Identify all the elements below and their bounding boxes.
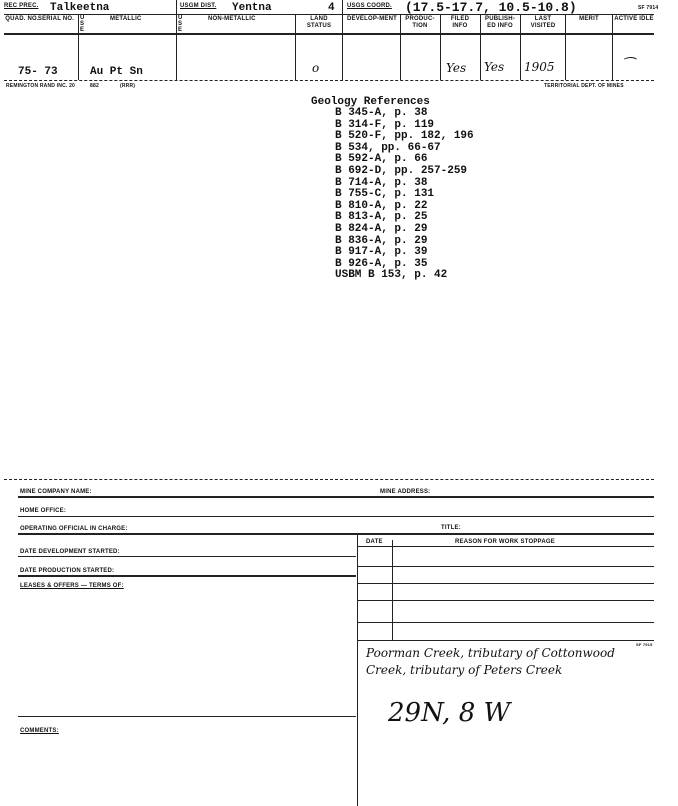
col-land-status: LAND STATUS	[306, 16, 332, 29]
printer-code-1: 882	[90, 83, 99, 89]
rec-prec-label: REC PREC.	[4, 3, 39, 9]
list-item: B 314-F, p. 119	[335, 118, 435, 131]
list-item: B 534, pp. 66-67	[335, 141, 441, 154]
comments-top-rule	[18, 716, 356, 717]
mine-address-label: MINE ADDRESS:	[380, 489, 431, 495]
reason-column-header: REASON FOR WORK STOPPAGE	[455, 539, 555, 545]
col-use-nonmetallic: U S E	[178, 15, 183, 33]
col-divider	[440, 14, 441, 80]
cell-quad-serial: 75- 73	[18, 66, 58, 78]
col-divider	[565, 14, 566, 80]
stoppage-row-rule	[358, 600, 654, 601]
form-number-bottom: SF 7915	[636, 642, 653, 647]
operating-official-rule	[18, 533, 654, 535]
stoppage-row-rule	[358, 566, 654, 567]
col-metallic: METALLIC	[110, 16, 142, 22]
usgm-dist-number: 4	[328, 2, 335, 14]
handwritten-location: 29N, 8 W	[388, 698, 511, 728]
list-item: B 917-A, p. 39	[335, 246, 428, 259]
date-column-header: DATE	[366, 539, 383, 545]
list-item: B 824-A, p. 29	[335, 222, 428, 235]
usgs-coord-label: USGS COORD.	[347, 3, 392, 9]
list-item: B 836-A, p. 29	[335, 234, 428, 247]
col-filed-info: FILED INFO	[450, 16, 470, 29]
row-rule	[4, 80, 654, 81]
usgs-coord-value: (17.5-17.7, 10.5-10.8)	[405, 0, 577, 15]
list-item: B 813-A, p. 25	[335, 211, 428, 224]
stoppage-row-rule	[358, 640, 654, 641]
cell-last-visited: 1905	[524, 60, 555, 74]
date-development-label: DATE DEVELOPMENT STARTED:	[20, 549, 120, 555]
stoppage-header-rule	[358, 546, 654, 547]
col-divider	[295, 14, 296, 80]
col-last-visited: LAST VISITED	[530, 16, 556, 29]
territorial-dept: TERRITORIAL DEPT. OF MINES	[544, 83, 624, 89]
list-item: B 692-D, pp. 257-259	[335, 164, 468, 177]
form-number-top: SF 7914	[638, 5, 659, 11]
mine-company-rule	[18, 496, 654, 498]
list-item: B 926-A, p. 35	[335, 257, 428, 270]
col-serial-no: SERIAL NO.	[37, 16, 75, 22]
col-development: DEVELOP-MENT	[346, 16, 398, 22]
col-merit: MERIT	[579, 16, 599, 22]
date-development-rule	[18, 556, 356, 557]
col-divider	[342, 0, 343, 80]
col-divider	[520, 14, 521, 80]
cell-metallic: Au Pt Sn	[90, 66, 143, 78]
mine-company-name-label: MINE COMPANY NAME:	[20, 489, 92, 495]
stoppage-left-border	[357, 533, 358, 806]
list-item: B 592-A, p. 66	[335, 153, 428, 166]
list-item: USBM B 153, p. 42	[335, 269, 448, 282]
col-divider	[176, 0, 177, 80]
list-item: B 520-F, pp. 182, 196	[335, 130, 474, 143]
col-divider	[480, 14, 481, 80]
col-published-info: PUBLISH-ED INFO	[485, 16, 515, 29]
col-quad-no: QUAD. NO.	[5, 16, 39, 22]
comments-label: COMMENTS:	[20, 728, 59, 734]
handwritten-note-line2: Creek, tributary of Peters Creek	[366, 663, 563, 677]
rec-prec-value: Talkeetna	[50, 2, 110, 14]
column-header-rule	[4, 33, 654, 35]
col-non-metallic: NON-METALLIC	[208, 16, 256, 22]
geology-references-list	[335, 108, 474, 282]
col-divider	[400, 14, 401, 80]
stoppage-date-divider	[392, 540, 393, 640]
usgm-dist-value: Yentna	[232, 2, 272, 14]
list-item: B 345-A, p. 38	[335, 107, 428, 119]
header-rule	[4, 14, 654, 15]
cell-filed-info: Yes	[446, 61, 467, 75]
handwritten-note-line1: Poorman Creek, tributary of Cottonwood	[366, 646, 615, 660]
list-item: B 755-C, p. 131	[335, 188, 435, 201]
date-production-rule	[18, 575, 356, 577]
date-production-label: DATE PRODUCTION STARTED:	[20, 568, 115, 574]
stoppage-row-rule	[358, 583, 654, 584]
cell-land-status: o	[312, 61, 320, 75]
usgm-dist-label: USGM DIST.	[180, 3, 217, 9]
printer-code-2: (RRR)	[120, 83, 136, 89]
operating-official-label: OPERATING OFFICIAL IN CHARGE:	[20, 526, 128, 532]
col-use-metallic: U S E	[80, 15, 85, 33]
title-label: TITLE:	[441, 525, 461, 531]
geology-references-title: Geology References	[311, 96, 430, 108]
col-divider	[612, 14, 613, 80]
printer-credit: REMINGTON RAND INC. 20	[6, 83, 76, 89]
lower-top-rule	[4, 479, 654, 480]
leases-label: LEASES & OFFERS — TERMS OF:	[20, 583, 124, 589]
col-production: PRODUC-TION	[405, 16, 435, 29]
home-office-rule	[18, 516, 654, 517]
col-active-idle: ACTIVE IDLE	[614, 16, 654, 22]
list-item: B 714-A, p. 38	[335, 176, 428, 189]
home-office-label: HOME OFFICE:	[20, 508, 67, 514]
col-divider	[78, 14, 79, 80]
list-item: B 810-A, p. 22	[335, 199, 428, 212]
cell-published-info: Yes	[484, 60, 505, 74]
cell-active-idle: ⁀	[622, 58, 634, 74]
stoppage-row-rule	[358, 622, 654, 623]
